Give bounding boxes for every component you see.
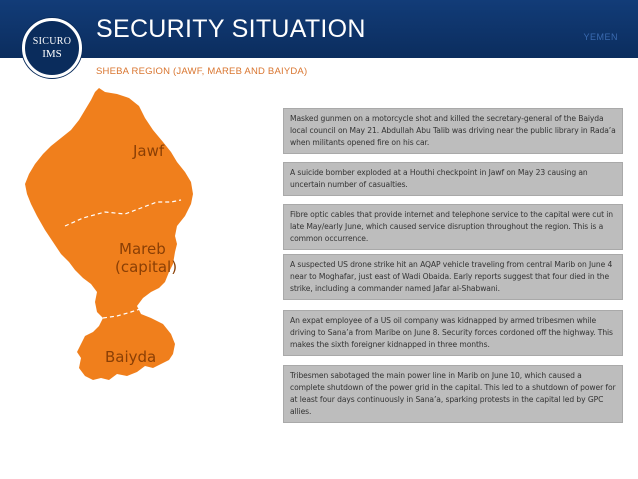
header-bar [0, 0, 638, 58]
baiyda-label: Baiyda [105, 348, 157, 366]
incident-note-1: Masked gunmen on a motorcycle shot and killed the secretary-general of the Baiyda local council on May 21. Abdullah Abu Talib was driving near the public library in Rada’a when militants opened fire on his car. [283, 108, 623, 154]
logo-text-top: SICURO [32, 35, 72, 47]
incident-note-6: Tribesmen sabotaged the main power line in Marib on June 10, which caused a complete shutdown of the power grid in the capital. This led to a shutdown of power for at least four days continuously in Sana’a, sparking protests in the capital led by GPC allies. [283, 365, 623, 423]
region-map-shape [25, 88, 193, 380]
capital-label: (capital) [115, 258, 178, 276]
jawf-label: Jawf [133, 142, 165, 160]
logo-text-bottom: IMS [42, 47, 62, 60]
country-label: YEMEN [583, 32, 618, 42]
sicuro-ims-logo [22, 18, 82, 78]
mareb-label: Mareb [119, 240, 166, 258]
incident-note-2: A suicide bomber exploded at a Houthi checkpoint in Jawf on May 23 causing an uncertain number of casualties. [283, 162, 623, 196]
slide-title: SECURITY SITUATION [96, 15, 366, 43]
region-subtitle: SHEBA REGION (JAWF, MAREB AND BAIYDA) [96, 66, 308, 77]
incident-note-4: A suspected US drone strike hit an AQAP vehicle traveling from central Marib on June 4 near to Moghafar, just east of Wadi Obaida. Early reports suggest that four died in the strike, including a commander named Jafar al-Shabwani. [283, 254, 623, 300]
incident-note-3: Fibre optic cables that provide internet and telephone service to the capital were cut in late May/early June, which caused service disruption throughout the region. This is a common occurrence. [283, 204, 623, 250]
incident-note-5: An expat employee of a US oil company was kidnapped by armed tribesmen while driving to Sana’a from Maribe on June 8. Security forces cordoned off the highway. This makes the sixth foreigner kidnapped in three months. [283, 310, 623, 356]
region-map [25, 86, 195, 388]
